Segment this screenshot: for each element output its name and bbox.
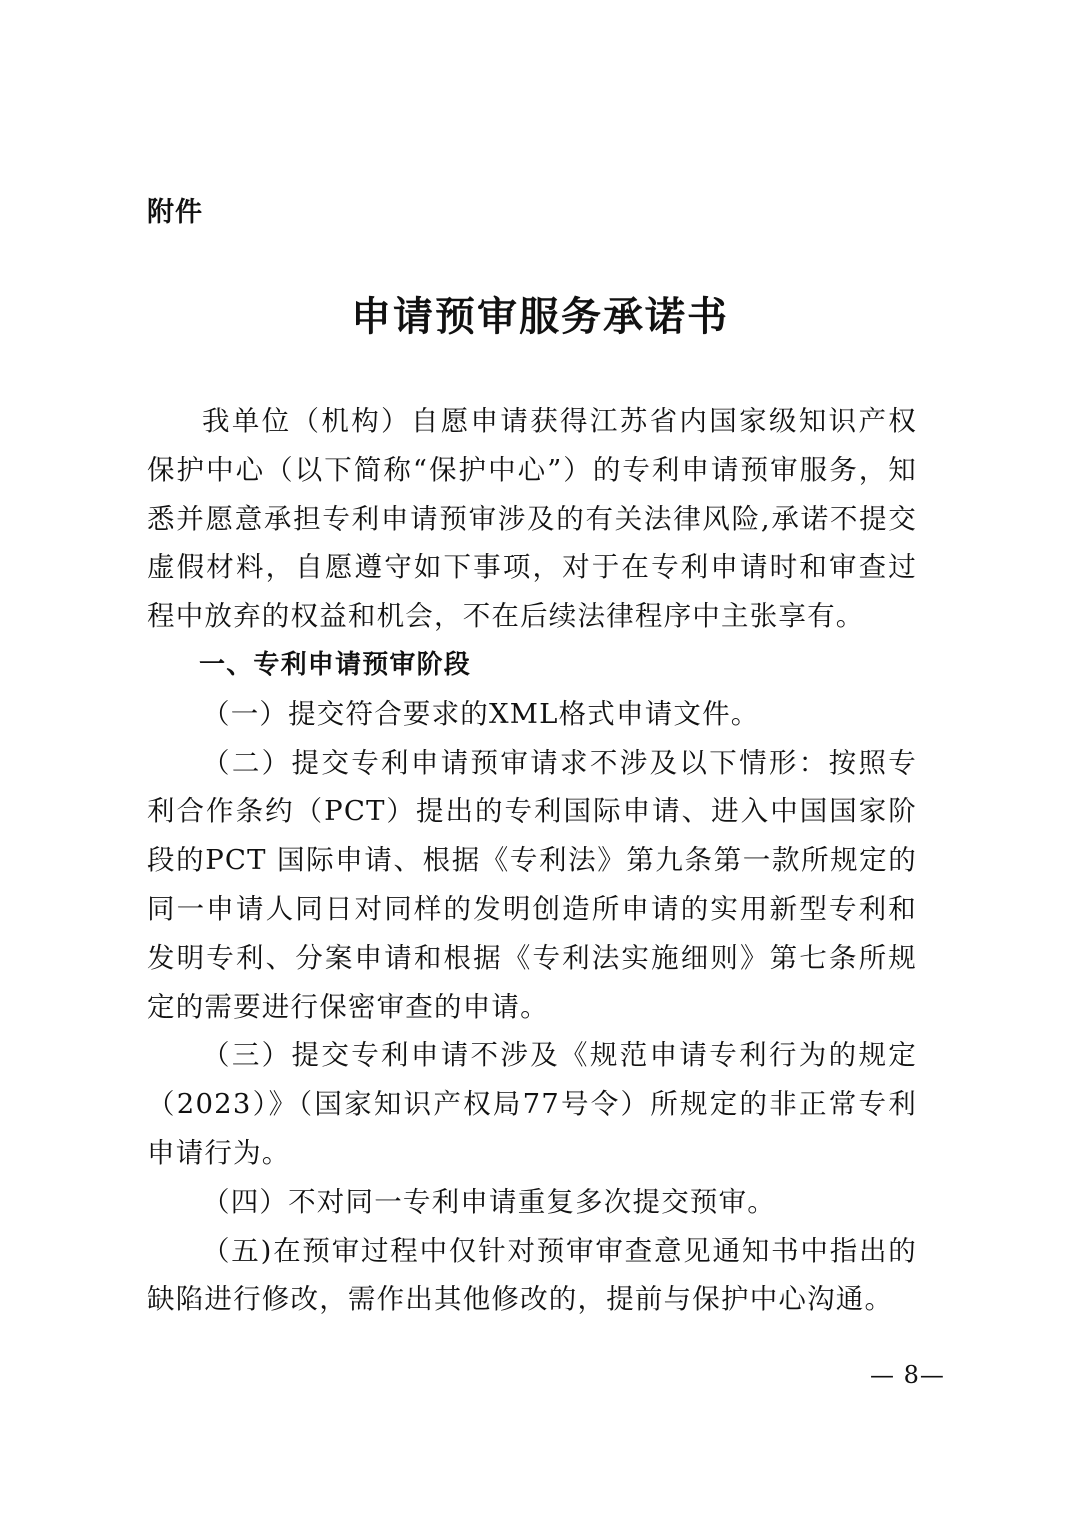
item-4-paragraph: （四）不对同一专利申请重复多次提交预审。 [202, 1185, 776, 1218]
intro-paragraph: 我单位（机构）自愿申请获得江苏省内国家级知识产权保护中心（以下简称“保护中心”）的专利申请预审服务，知悉并愿意承担专利申请预审涉及的有关法律风险,承诺不提交虚假材料，自愿遵守如下事项，对于在专利申请时和审查过程中放弃的权益和机会，不在后续法律程序中主张享有。 [147, 405, 917, 633]
item-5-paragraph: （五)在预审过程中仅针对预审审查意见通知书中指出的缺陷进行修改，需作出其他修改的，提前与保护中心沟通。 [147, 1234, 917, 1316]
item-2-paragraph: （二）提交专利申请预审请求不涉及以下情形：按照专利合作条约（PCT）提出的专利国际申请、进入中国国家阶段的PCT 国际申请、根据《专利法》第九条第一款所规定的同一申请人同日对同样的发明创造所申请的实用新型专利和发明专利、分案申请和根据《专利法实施细则》第七条所规定的需要进行保密审查的申请。 [147, 746, 917, 1023]
item-3-paragraph: （三）提交专利申请不涉及《规范申请专利行为的规定（2023）》（国家知识产权局77号令）所规定的非正常专利申请行为。 [147, 1039, 917, 1169]
document-body [147, 397, 917, 1324]
page-number: — 8— [870, 1361, 945, 1389]
attachment-label: 附件 [147, 197, 203, 228]
item-1-paragraph: （一）提交符合要求的XML格式申请文件。 [202, 697, 760, 730]
section-one-heading: 一、专利申请预审阶段 [199, 649, 472, 680]
document-title: 申请预审服务承诺书 [351, 293, 729, 340]
